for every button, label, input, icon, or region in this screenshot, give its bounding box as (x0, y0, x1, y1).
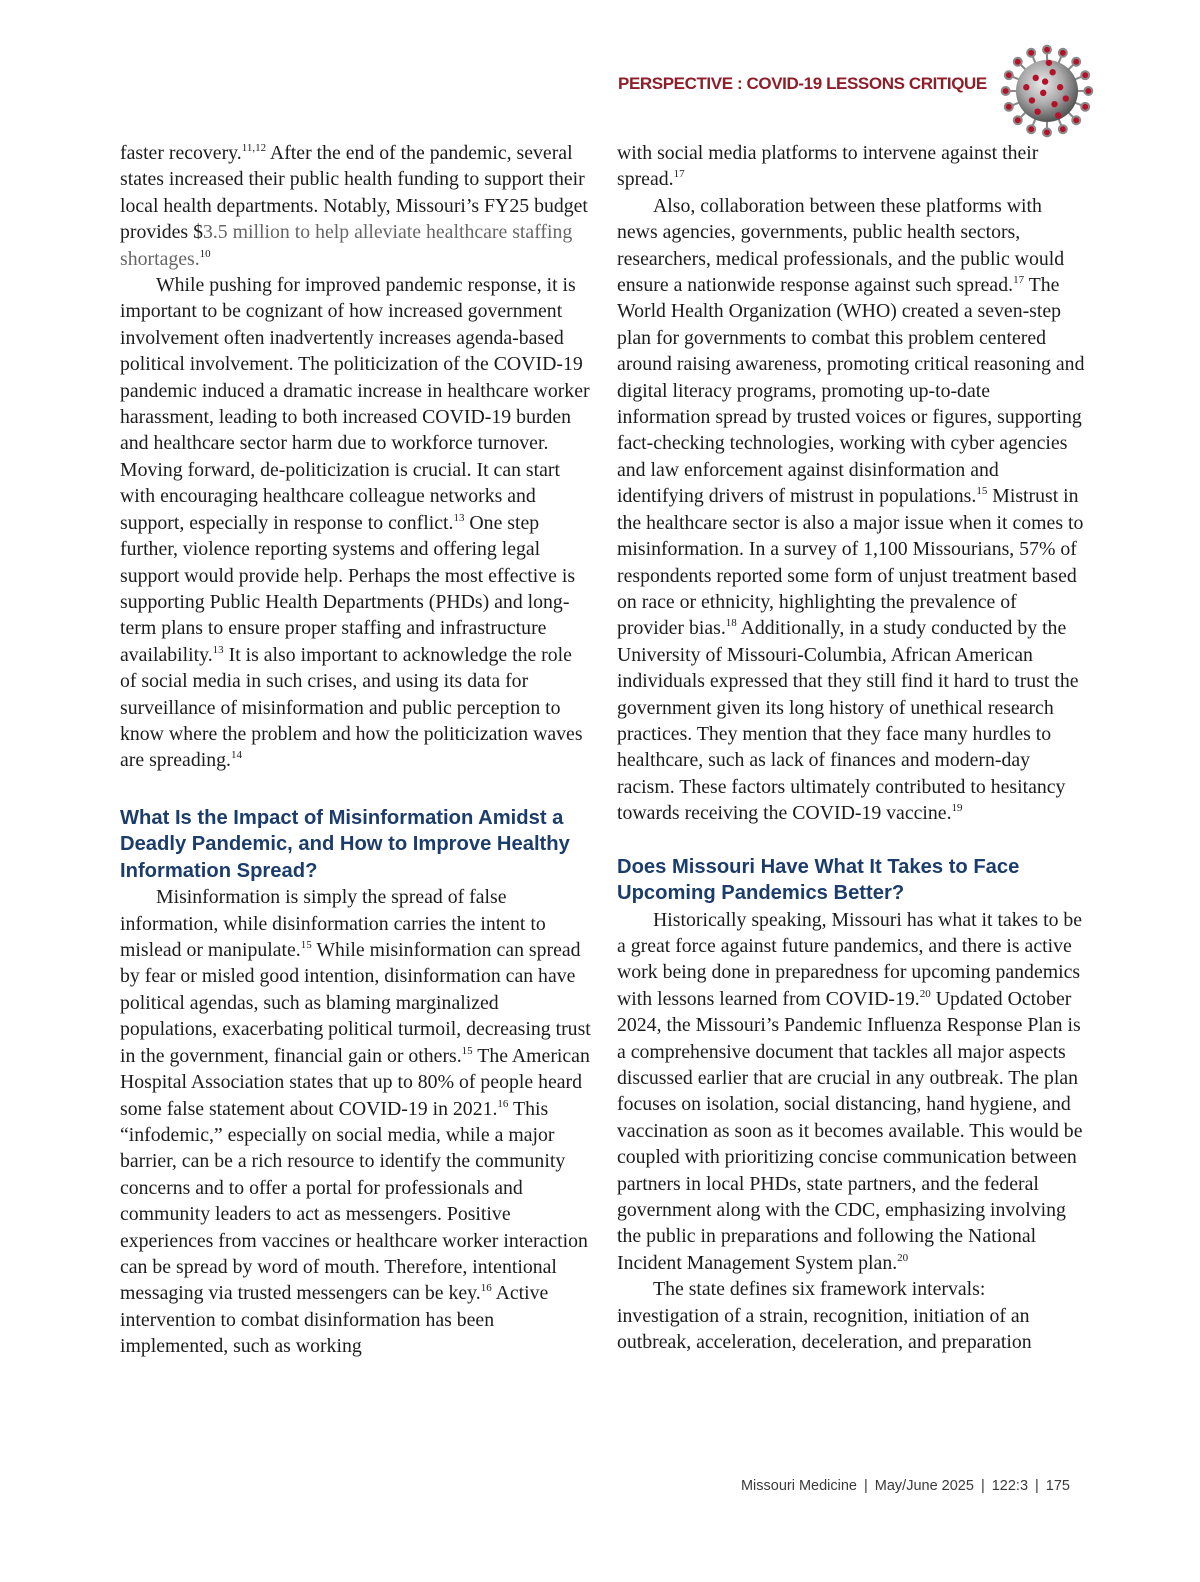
section-heading: What Is the Impact of Misinformation Amidst a Deadly Pandemic, and How to Improve Healthy Information Spread? (120, 806, 570, 882)
budget-link-text: 3.5 million to help alleviate healthcare staffing shortages. (120, 221, 573, 270)
issue-date: May/June 2025 (874, 1478, 974, 1494)
citation: 15 (461, 1044, 473, 1057)
citation: 10 (199, 247, 211, 260)
left-column (120, 140, 592, 1360)
right-column (617, 140, 1087, 1355)
paragraph: The state defines six framework intervals: investigation of a strain, recognition, initiation of an outbreak, acceleration, deceleration, and preparation (617, 1278, 1032, 1354)
citation: 11,12 (241, 142, 267, 154)
paragraph: Misinformation is simply the spread of false information, while disinformation carries the intent to mislead or manipulate.$^{15}$ While misinformation can spread by fear or misled good intention, disinformation can have political agendas, such as blaming marginalized populations, exacerbating political turmoil, decreasing trust in the government, financial gain or others.$^{15}$ The American Hospital Association states that up to 80% of people heard some false statement about COVID-19 in 2021.16 This “infodemic,” especially on social media, while a major barrier, can be a rich resource to identify the community concerns and to offer a portal for professionals and community leaders to act as messengers. Positive experiences from vaccines or healthcare worker interaction can be spread by word of mouth. Therefore, intentional messaging via trusted messengers can be key.$^{16}$ Active intervention to combat disinformation has been implemented, such as working (120, 886, 591, 1358)
citation: 17 (1013, 274, 1025, 287)
paragraph: faster recovery.$^{11,12}$ After the end of the pandemic, several states increased their public health funding to support their local health departments. Notably, Missouri’s FY25 budget provides $3.5 million to help alleviate healthcare staffing shortages.$^{10}$ (120, 142, 588, 270)
footer-separator: | (1035, 1478, 1039, 1494)
coronavirus-icon (1000, 44, 1094, 138)
citation: 14 (230, 749, 242, 762)
section-heading: Does Missouri Have What It Takes to Face Upcoming Pandemics Better? (617, 855, 1020, 905)
volume: 122:3 (991, 1478, 1029, 1494)
citation: 13 (212, 643, 224, 656)
citation: 20 (919, 987, 931, 1000)
paragraph: Also, collaboration between these platforms with news agencies, governments, public health sectors, researchers, medical professionals, and the public would ensure a nationwide response against such spread.$^{17}$ The World Health Organization (WHO) created a seven-step plan for governments to combat this problem centered around raising awareness, promoting critical reasoning and digital literacy programs, promoting up-to-date information spread by trusted voices or figures, supporting fact-checking technologies, working with cyber agencies and law enforcement against disinformation and identifying drivers of mistrust in populations.$^{15}$ Mistrust in the healthcare sector is also a major issue when it comes to misinformation. In a survey of 1,100 Missourians, 57% of respondents reported some form of unjust treatment based on race or ethnicity, highlighting the prevalence of provider bias.$^{18}$ Additionally, in a study conducted by the University of Missouri-Columbia, African American individuals expressed that they still find it hard to trust the government given its long history of unethical research practices. They mention that they face many hurdles to healthcare, such as lack of finances and modern-day racism. These factors ultimately contributed to hesitancy towards receiving the COVID-19 vaccine.$^{19}$ (617, 194, 1085, 825)
paragraph: Historically speaking, Missouri has what it takes to be a great force against future pandemics, and there is active work being done in preparedness for upcoming pandemics with lessons learned from COVID-19.20 Updated October 2024, the Missouri’s Pandemic Influenza Response Plan is a comprehensive document that tackles all major aspects discussed earlier that are crucial in any outbreak. The plan focuses on isolation, social distancing, hand hygiene, and vaccination as soon as it becomes available. This would be coupled with prioritizing concise communication between partners in local PHDs, state partners, and the federal government along with the CDC, emphasizing involving the public in preparations and following the National Incident Management System plan.$^{20}$ (617, 908, 1083, 1274)
citation: 18 (725, 617, 737, 630)
citation: 19 (951, 802, 963, 815)
citation: 20 (897, 1251, 909, 1264)
citation: 13 (453, 511, 465, 524)
footer-separator: | (980, 1478, 985, 1494)
footer-separator: | (864, 1478, 868, 1494)
citation: 16 (480, 1282, 492, 1295)
citation: 15 (300, 939, 312, 952)
paragraph: While pushing for improved pandemic response, it is important to be cognizant of how increased government involvement often inadvertently increases agenda-based political involvement. The politicization of the COVID-19 pandemic induced a dramatic increase in healthcare worker harassment, leading to both increased COVID-19 burden and healthcare sector harm due to workforce turnover. Moving forward, de-politicization is crucial. It can start with encouraging healthcare colleague networks and support, especially in response to conflict.$^{13}$ One step further, violence reporting systems and offering legal support would provide help. Perhaps the most effective is supporting Public Health Departments (PHDs) and long-term plans to ensure proper staffing and infrastructure availability.$^{13}$ It is also important to acknowledge the role of social media in such crises, and using its data for surveillance of misinformation and public perception to know where the problem and how the politicization waves are spreading.$^{14}$ (120, 274, 590, 772)
page-number: 175 (1045, 1478, 1070, 1494)
section-header: PERSPECTIVE : COVID-19 LESSONS CRITIQUE (618, 74, 987, 93)
journal-name: Missouri Medicine (740, 1478, 857, 1494)
citation: 15 (976, 485, 988, 498)
page-footer (741, 1478, 1070, 1494)
citation: 16 (497, 1097, 509, 1110)
citation: 17 (673, 168, 685, 181)
paragraph: with social media platforms to intervene against their spread.$^{17}$ (617, 142, 1039, 191)
